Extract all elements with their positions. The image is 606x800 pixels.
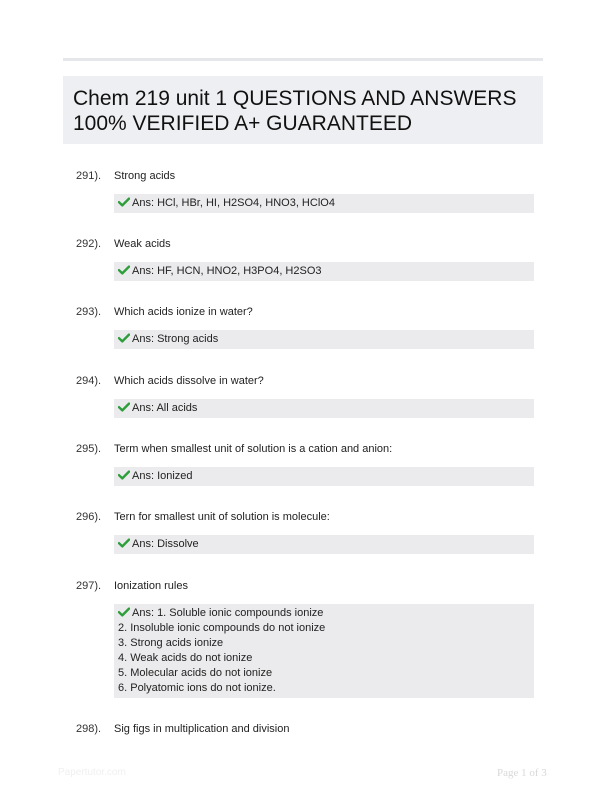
answer-box	[114, 262, 534, 281]
title-line-1: Chem 219 unit 1 QUESTIONS AND ANSWERS	[73, 87, 517, 110]
answer-line	[118, 606, 529, 621]
question-text: Term when smallest unit of solution is a cation and anion:	[114, 443, 393, 455]
answer-line	[118, 636, 529, 651]
answer-line	[118, 651, 529, 666]
answer-box	[114, 330, 534, 349]
answer-line	[118, 621, 529, 636]
checkmark-icon	[118, 607, 130, 617]
answer-box	[114, 467, 534, 486]
checkmark-icon	[118, 538, 130, 548]
title-line-2: 100% VERIFIED A+ GUARANTEED	[73, 112, 413, 135]
question-number: 295).	[76, 443, 102, 455]
answer-line	[118, 401, 529, 416]
question-text: Strong acids	[114, 170, 176, 182]
answer-line	[118, 469, 529, 484]
answer-text: Ans: Dissolve	[132, 538, 199, 550]
top-divider	[63, 58, 543, 61]
question-number: 292).	[76, 238, 102, 250]
question-text: Sig figs in multiplication and division	[114, 723, 290, 735]
answer-text: 5. Molecular acids do not ionize	[118, 667, 273, 679]
answer-text: Ans: All acids	[132, 402, 198, 414]
answer-text: 2. Insoluble ionic compounds do not ionize	[118, 622, 326, 634]
question-text: Tern for smallest unit of solution is molecule:	[114, 511, 330, 523]
question-number: 298).	[76, 723, 102, 735]
answer-box	[114, 194, 534, 213]
answer-text: 3. Strong acids ionize	[118, 637, 224, 649]
question-number: 293).	[76, 306, 102, 318]
answer-line	[118, 681, 529, 696]
answer-line	[118, 537, 529, 552]
checkmark-icon	[118, 265, 130, 275]
checkmark-icon	[118, 470, 130, 480]
question-number: 294).	[76, 375, 102, 387]
answer-line	[118, 264, 529, 279]
answer-line	[118, 196, 529, 211]
question-number: 291).	[76, 170, 102, 182]
answer-text: 4. Weak acids do not ionize	[118, 652, 253, 664]
question-text: Which acids dissolve in water?	[114, 375, 264, 387]
question-text: Ionization rules	[114, 580, 188, 592]
document-title	[63, 76, 543, 144]
question-text: Weak acids	[114, 238, 171, 250]
answer-text: 6. Polyatomic ions do not ionize.	[118, 682, 276, 694]
answer-text: Ans: HF, HCN, HNO2, H3PO4, H2SO3	[132, 265, 322, 277]
page-number: Page 1 of 3	[497, 767, 547, 779]
question-number: 297).	[76, 580, 102, 592]
checkmark-icon	[118, 333, 130, 343]
answer-text: Ans: Strong acids	[132, 333, 219, 345]
answer-text: Ans: Ionized	[132, 470, 193, 482]
answer-box	[114, 535, 534, 554]
footer-watermark: Papertutor.com	[58, 767, 126, 778]
checkmark-icon	[118, 402, 130, 412]
answer-line	[118, 332, 529, 347]
answer-text: Ans: HCl, HBr, HI, H2SO4, HNO3, HClO4	[132, 197, 335, 209]
question-text: Which acids ionize in water?	[114, 306, 253, 318]
checkmark-icon	[118, 197, 130, 207]
answer-line	[118, 666, 529, 681]
answer-box	[114, 604, 534, 698]
answer-box	[114, 399, 534, 418]
question-number: 296).	[76, 511, 102, 523]
answer-text: Ans: 1. Soluble ionic compounds ionize	[132, 607, 324, 619]
